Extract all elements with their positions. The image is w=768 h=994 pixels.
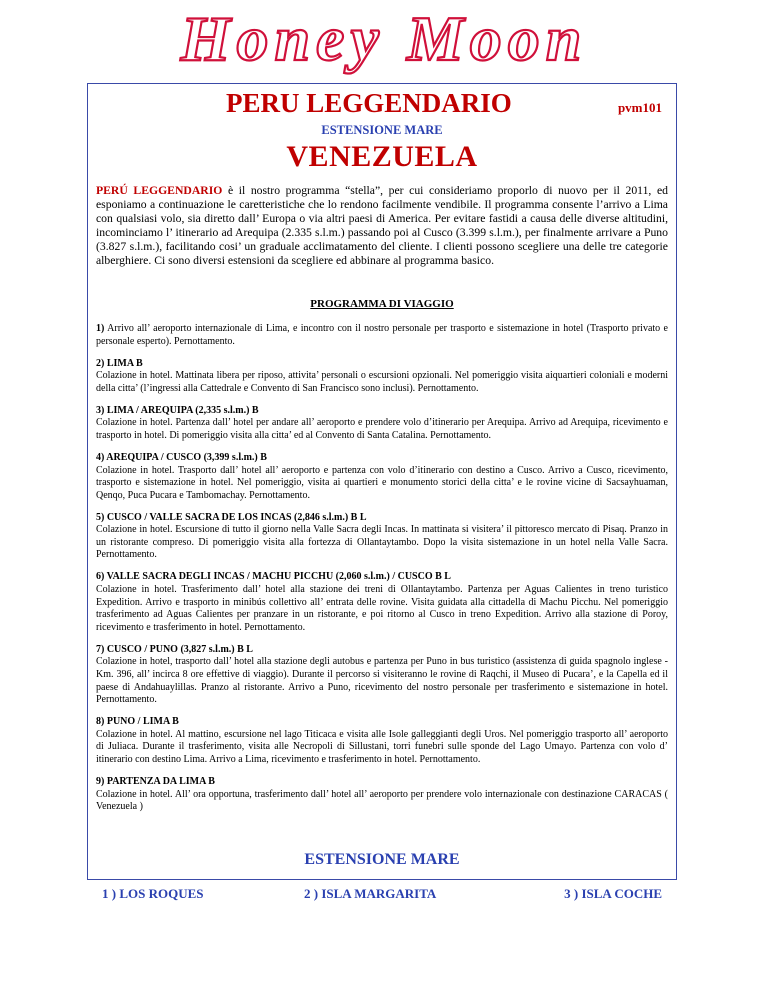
extension-option-los-roques: 1 ) LOS ROQUES: [102, 886, 204, 901]
extension-title: ESTENSIONE MARE: [304, 851, 460, 868]
itinerary-day: [96, 358, 668, 396]
day-text: Arrivo all’ aeroporto internazionale di Lima, e incontro con il nostro personale per trasporto e sistemazione in hotel (Trasporto privato e personale esperto). Pernottamento.: [96, 323, 668, 347]
day-heading: 7) CUSCO / PUNO (3,827 s.l.m.) B L: [96, 643, 253, 655]
itinerary-day: [96, 571, 668, 634]
day-heading: 6) VALLE SACRA DEGLI INCAS / MACHU PICCHU (2,060 s.l.m.) / CUSCO B L: [96, 571, 451, 583]
country-title: VENEZUELA: [286, 140, 478, 173]
itinerary-day: [96, 452, 668, 502]
itinerary-day: [96, 512, 668, 562]
day-heading: 3) LIMA / AREQUIPA (2,335 s.l.m.) B: [96, 404, 259, 416]
day-text: Colazione in hotel. Trasporto dall’ hotel all’ aeroporto e partenza con volo d’itinerario con destino a Cusco. Arrivo a Cusco, ricevimento, trasporto e sistemazione in hotel. Nel pomeriggio, visita ai quartieri e monumento storici della citta’ e le rovine vicine di Sacsayhuaman, Qenqo, Puca Pucara e Tambomachay. Pernottamento.: [96, 464, 668, 501]
extension-subtitle: ESTENSIONE MARE: [321, 123, 443, 137]
day-heading: 5) CUSCO / VALLE SACRA DE LOS INCAS (2,846 s.l.m.) B L: [96, 511, 367, 523]
itinerary-day: [96, 323, 668, 348]
program-title: PROGRAMMA DI VIAGGIO: [310, 298, 454, 310]
day-heading: 9) PARTENZA DA LIMA B: [96, 775, 215, 787]
itinerary-day: [96, 716, 668, 766]
day-text: Colazione in hotel. Trasferimento dall’ hotel alla stazione dei treni di Ollantaytambo. Partenza per Aguas Calientes in treno turistico Expedition. Arrivo e trasporto in minibús collettivo all’ entrata delle rovine. Visita guidata alla cittadella di Machu Picchu. Nel pomeriggio trasferimento ad Aguas Calientes per pranzare in un ristorante, e poi ritorno al Cusco in treno Expedition. Arrivo alla stazione di Poroy, ricevimento e trasferimento in hotel. Pernottamento.: [96, 584, 668, 633]
day-text: Colazione in hotel. Al mattino, escursione nel lago Titicaca e visita alle Isole galleggianti degli Uros. Nel pomeriggio trasporto all’ aeroporto di Juliaca. Durante il trasferimento, visita alle Necropoli di Sillustani, torri funebri sulle sponde del Lago Umayo. Partenza con volo d’ itinerario con destino Lima. Arrivo a Lima, ricevimento e trasferimento in hotel. Pernottamento.: [96, 728, 668, 765]
itinerary-day: [96, 405, 668, 443]
day-heading: 2) LIMA B: [96, 357, 143, 369]
day-text: Colazione in hotel, trasporto dall’ hotel alla stazione degli autobus e partenza per Puno in bus turistico (assistenza di guida spagnolo inglese - Km. 396, all’ incirca 8 ore effettive di viaggio). Durante il percorso si visiteranno le rovine di Raqchi, il Museo di Pucara’, e la Capella ed il paese di Andahuaylillas. Pranzo al ristorante. Arrivo a Puno, ricevimento del nostro personale per trasferimento e sistemazione in hotel. Pernottamento.: [96, 656, 668, 706]
day-heading: 1): [96, 323, 105, 334]
itinerary-day: [96, 776, 668, 814]
extension-option-isla-margarita: 2 ) ISLA MARGARITA: [304, 886, 437, 901]
intro-highlight: PERÚ LEGGENDARIO: [96, 184, 223, 197]
day-text: Colazione in hotel. Partenza dall’ hotel per andare all’ aeroporto e prendere volo d’itinerario per Arequipa. Arrivo ad Arequipa, ricevimento e trasporto in hotel. Di pomeriggio visita alla citta’ ed al Convento di Santa Catalina. Pernottamento.: [96, 417, 668, 441]
day-text: Colazione in hotel. Mattinata libera per riposo, attivita’ personali o escursioni opzionali. Nel pomeriggio visita aiquartieri coloniali e moderni della citta’ (l’ingressi alla Cattedrale e Convento di San Francisco sono inclusi). Pernottamento.: [96, 370, 668, 394]
intro-paragraph: [96, 184, 668, 268]
itinerary-day: [96, 644, 668, 707]
day-heading: 8) PUNO / LIMA B: [96, 716, 179, 728]
day-text: Colazione in hotel. All’ ora opportuna, trasferimento dall’ hotel all’ aeroporto per prendere volo internazionale con destinazione CARACAS ( Venezuela ): [96, 788, 668, 813]
product-code: pvm101: [617, 100, 662, 115]
day-text: Colazione in hotel. Escursione di tutto il giorno nella Valle Sacra degli Incas. In mattinata si visitera’ il pittoresco mercato di Pisaq. Pranzo in un ristorante compreso. Di pomeriggio visita alla fortezza di Ollantaytambo. Dopo la visita sistemazione in un hotel nella Valle Sacra. Pernottamento.: [96, 524, 668, 561]
intro-text: è il nostro programma “stella”, per cui consideriamo proporlo di nuovo per il 2011, ed esponiamo a continuazione le caretteristiche che lo rendono facilmente vendibile. Il programma consente l’arrivo a Lima con qualsiasi volo, sia diretto dall’ Europa o via altri paesi di America. Per evitare fastidi a causa delle diverse altitudini, incominciamo l’ itinerario ad Arequipa (2.335 s.l.m.) passando poi al Cusco (3.399 s.l.m.), per finalmente arrivare a Puno (3.827 s.l.m.), facilitando cosi’ un graduale acclimatamento del cliente. I clienti possono scegliere una delle tre categorie alberghiere. Ci sono diversi estensioni da scegliere ed abbinare al programma basico.: [96, 184, 668, 267]
day-heading: 4) AREQUIPA / CUSCO (3,399 s.l.m.) B: [96, 451, 267, 463]
content-frame: [87, 83, 677, 901]
honey-moon-banner: [0, 0, 768, 80]
extension-option-isla-coche: 3 ) ISLA COCHE: [564, 886, 662, 901]
itinerary-list: [96, 323, 668, 823]
banner-text: Honey Moon: [180, 3, 588, 74]
page-title: PERU LEGGENDARIO: [226, 88, 512, 118]
